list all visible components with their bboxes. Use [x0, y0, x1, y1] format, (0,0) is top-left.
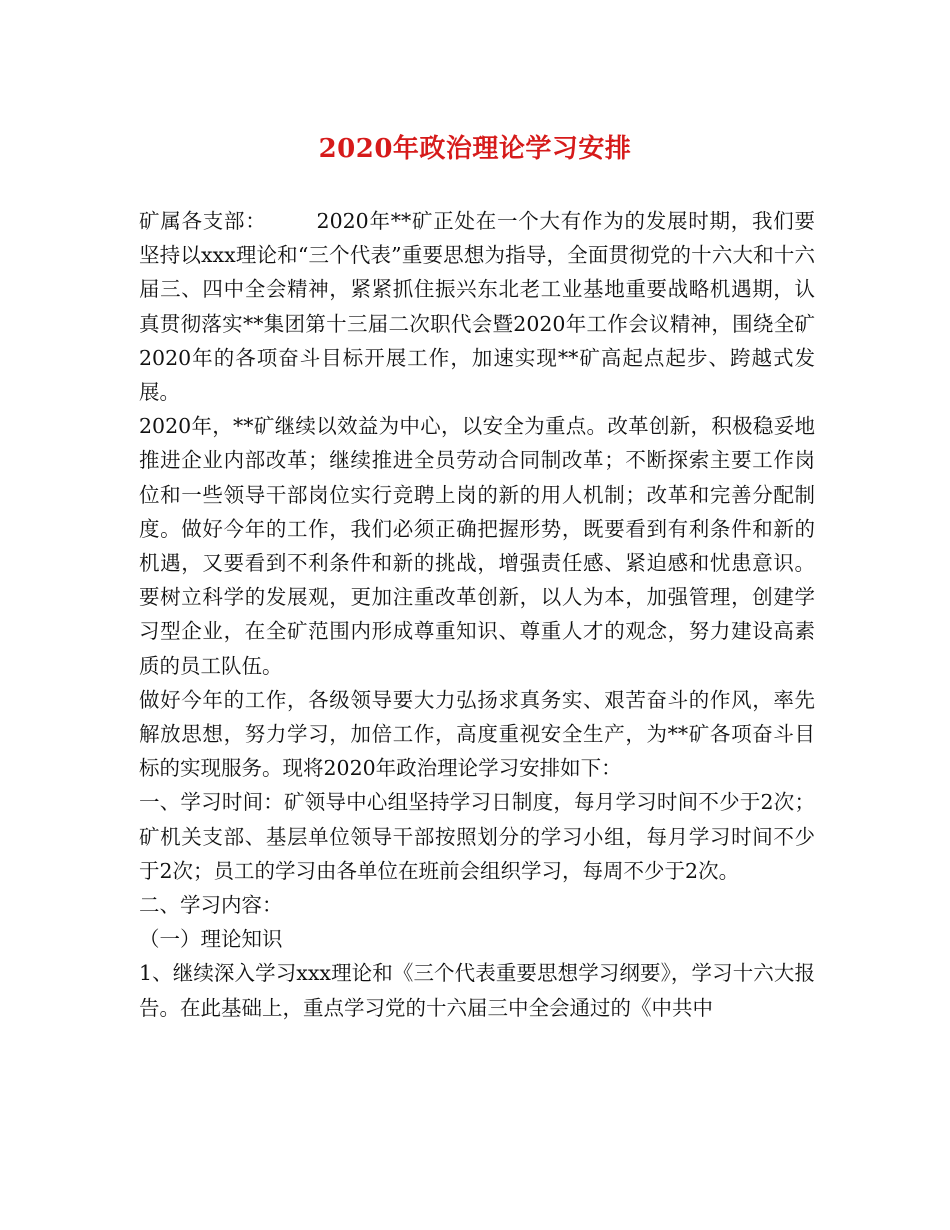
document-body	[139, 204, 815, 1025]
document-title: 2020年政治理论学习安排	[318, 134, 632, 164]
paragraph-opening	[139, 204, 815, 409]
paragraph: 2020年，**矿继续以效益为中心，以安全为重点。改革创新，积极稳妥地推进企业内部改革；继续推进全员劳动合同制改革；不断探索主要工作岗位和一些领导干部岗位实行竞聘上岗的新的用人机制；改革和完善分配制度。做好今年的工作，我们必须正确把握形势，既要看到有利条件和新的机遇，又要看到不利条件和新的挑战，增强责任感、紧迫感和忧患意识。要树立科学的发展观，更加注重改革创新，以人为本，加强管理，创建学习型企业，在全矿范围内形成尊重知识、尊重人才的观念，努力建设高素质的员工队伍。	[139, 414, 815, 678]
subsection-heading-theory: （一）理论知识	[139, 927, 283, 952]
paragraph-study-time: 一、学习时间：矿领导中心组坚持学习日制度，每月学习时间不少于2次；矿机关支部、基层单位领导干部按照划分的学习小组，每月学习时间不少于2次；员工的学习由各单位在班前会组织学习，每周不少于2次。	[139, 790, 815, 883]
paragraph-text: 2020年**矿正处在一个大有作为的发展时期，我们要坚持以xxx理论和“三个代表”重要思想为指导，全面贯彻党的十六大和十六届三、四中全会精神，紧紧抓住振兴东北老工业基地重要战略机遇期，认真贯彻落实**集团第十三届二次职代会暨2020年工作会议精神，围绕全矿2020年的各项奋斗目标开展工作，加速实现**矿高起点起步、跨越式发展。	[139, 209, 816, 405]
paragraph: 做好今年的工作，各级领导要大力弘扬求真务实、艰苦奋斗的作风，率先解放思想，努力学习，加倍工作，高度重视安全生产，为**矿各项奋斗目标的实现服务。现将2020年政治理论学习安排如下：	[139, 687, 815, 781]
section-heading-study-content: 二、学习内容：	[139, 893, 283, 918]
list-item: 1、继续深入学习xxx理论和《三个代表重要思想学习纲要》，学习十六大报告。在此基础上，重点学习党的十六届三中全会通过的《中共中	[139, 961, 815, 1020]
salutation: 矿属各支部：	[139, 209, 267, 233]
